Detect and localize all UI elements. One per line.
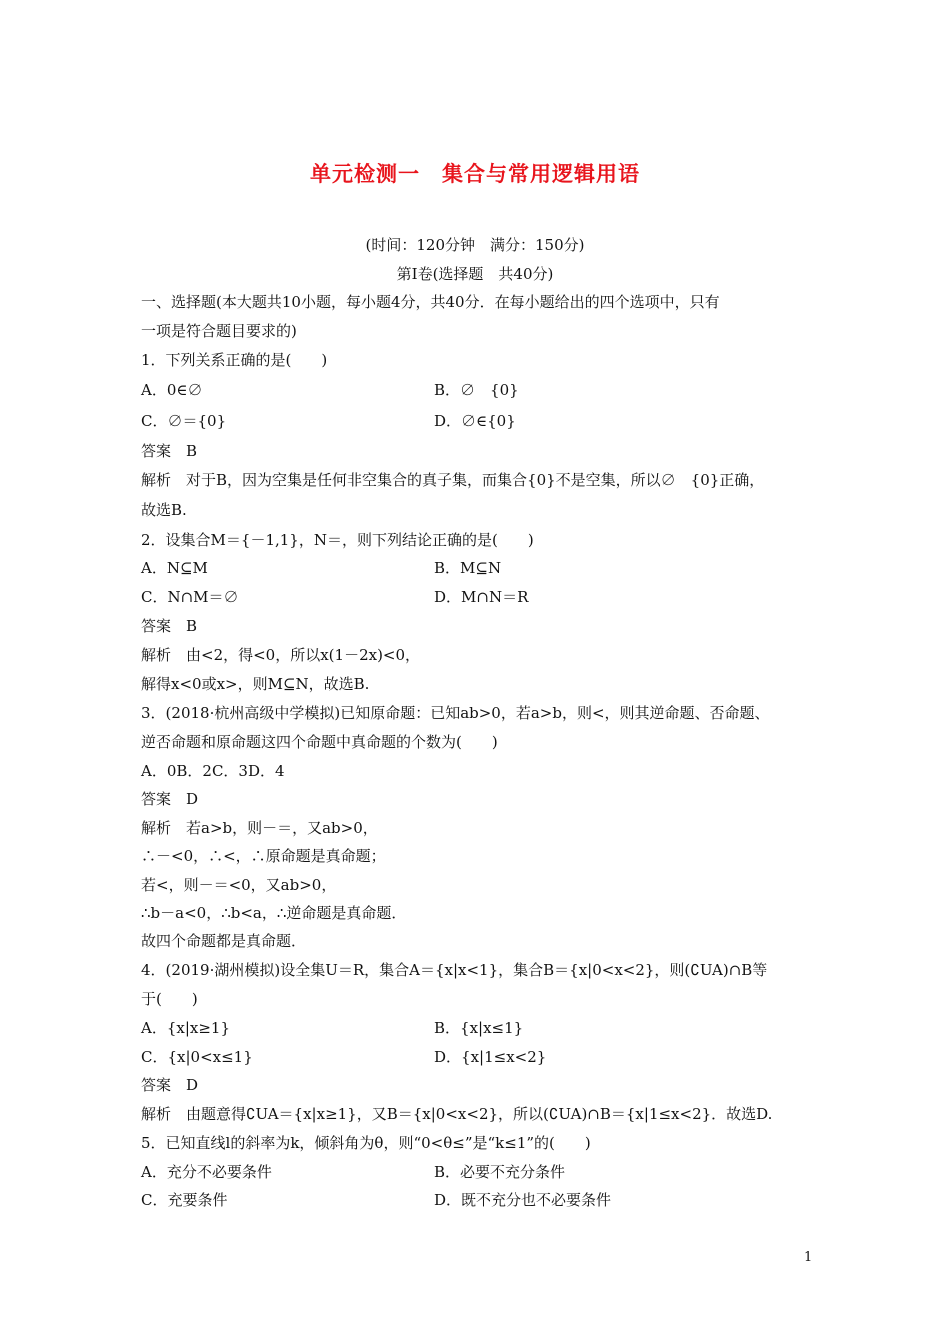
q3-stem-1: 3．(2018·杭州高级中学模拟)已知原命题：已知ab>0，若a>b，则<，则其逆命题、否命题、 xyxy=(141,704,770,722)
q2-option-c: C．N∩M＝∅ xyxy=(141,588,239,606)
exam-time-info: (时间：120分钟 满分：150分) xyxy=(365,236,585,254)
q2-option-b: B．M⊆N xyxy=(434,559,502,577)
q1-stem: 1．下列关系正确的是( ) xyxy=(141,351,328,369)
page-number: 1 xyxy=(804,1250,813,1265)
q3-analysis-2: ∴－<0，∴<，∴原命题是真命题； xyxy=(141,847,386,865)
q4-option-a: A．{x|x≥1} xyxy=(141,1019,231,1037)
q1-analysis-2: 故选B. xyxy=(141,501,187,519)
q2-stem: 2．设集合M＝{－1,1}，N＝，则下列结论正确的是( ) xyxy=(141,531,534,549)
q1-analysis-1: 解析 对于B，因为空集是任何非空集合的真子集，而集合{0}不是空集，所以∅ {0}正确， xyxy=(141,471,765,489)
q1-option-d: D．∅∈{0} xyxy=(434,412,516,430)
q1-option-b: B．∅ {0} xyxy=(434,381,519,399)
part-title: 第Ⅰ卷(选择题 共40分) xyxy=(396,265,554,283)
q3-analysis-5: 故四个命题都是真命题． xyxy=(141,932,307,950)
q4-analysis-1: 解析 由题意得∁UA＝{x|x≥1}，又B＝{x|0<x<2}，所以(∁UA)∩B＝{x|1≤x<2}．故选D. xyxy=(141,1105,773,1123)
q2-analysis-1: 解析 由<2，得<0，所以x(1－2x)<0， xyxy=(141,646,421,664)
page-title: 单元检测一 集合与常用逻辑用语 xyxy=(310,161,640,186)
q4-option-d: D．{x|1≤x<2} xyxy=(434,1048,547,1066)
q5-option-d: D．既不充分也不必要条件 xyxy=(434,1191,612,1209)
q4-option-c: C．{x|0<x≤1} xyxy=(141,1048,253,1066)
q5-option-c: C．充要条件 xyxy=(141,1191,228,1209)
q5-option-a: A．充分不必要条件 xyxy=(141,1163,272,1181)
section-header-line-2: 一项是符合题目要求的) xyxy=(141,322,297,340)
q3-answer: 答案 D xyxy=(141,790,199,808)
q3-analysis-4: ∴b－a<0，∴b<a，∴逆命题是真命题． xyxy=(141,904,407,922)
q1-answer: 答案 B xyxy=(141,442,198,460)
q4-stem-1: 4．(2019·湖州模拟)设全集U＝R，集合A＝{x|x<1}，集合B＝{x|0<x<2}，则(∁UA)∩B等 xyxy=(141,961,768,979)
q1-option-a: A．0∈∅ xyxy=(141,381,203,399)
q3-analysis-1: 解析 若a>b，则－＝，又ab>0， xyxy=(141,819,378,837)
q4-answer: 答案 D xyxy=(141,1076,199,1094)
q4-stem-2: 于( ) xyxy=(141,990,198,1008)
q2-answer: 答案 B xyxy=(141,617,198,635)
q3-analysis-3: 若<，则－＝<0，又ab>0， xyxy=(141,876,337,894)
q4-option-b: B．{x|x≤1} xyxy=(434,1019,524,1037)
q2-option-d: D．M∩N＝R xyxy=(434,588,529,606)
q3-options: A．0B．2C．3D．4 xyxy=(141,762,285,780)
q1-option-c: C．∅＝{0} xyxy=(141,412,227,430)
q5-option-b: B．必要不充分条件 xyxy=(434,1163,566,1181)
q5-stem: 5．已知直线l的斜率为k，倾斜角为θ，则“0<θ≤”是“k≤1”的( ) xyxy=(141,1134,591,1152)
q3-stem-2: 逆否命题和原命题这四个命题中真命题的个数为( ) xyxy=(141,733,498,751)
q2-analysis-2: 解得x<0或x>，则M⊆N，故选B. xyxy=(141,675,370,693)
q2-option-a: A．N⊆M xyxy=(141,559,208,577)
section-header-line-1: 一、选择题(本大题共10小题，每小题4分，共40分．在每小题给出的四个选项中，只有 xyxy=(141,293,720,311)
